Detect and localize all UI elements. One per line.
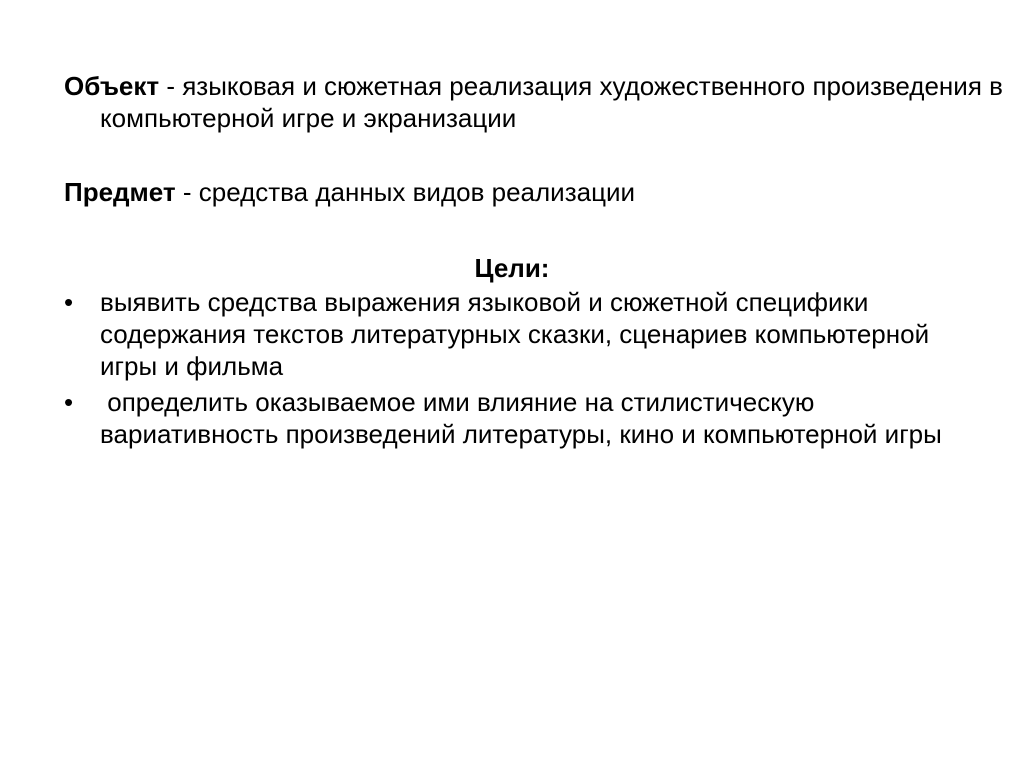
bullet-marker: • — [64, 387, 74, 417]
goal-item — [64, 286, 974, 382]
goals-heading: Цели: — [474, 253, 550, 283]
goal-item-text: выявить средства выражения языковой и сюжетной специфики содержания текстов литературных сказки, сценариев компьютерной игры и фильма — [100, 287, 930, 381]
bullet-marker: • — [64, 287, 74, 317]
subject-text: - средства данных видов реализации — [175, 177, 636, 207]
object-paragraph — [64, 70, 1010, 134]
goal-item — [64, 386, 974, 450]
subject-paragraph — [64, 176, 974, 208]
object-text: - языковая и сюжетная реализация художественного произведения в компьютерной игре и экранизации — [100, 71, 1003, 133]
object-label: Объект — [64, 71, 160, 101]
subject-label: Предмет — [64, 177, 176, 207]
goal-item-text: определить оказываемое ими влияние на стилистическую вариативность произведений литературы, кино и компьютерной игры — [100, 387, 942, 449]
